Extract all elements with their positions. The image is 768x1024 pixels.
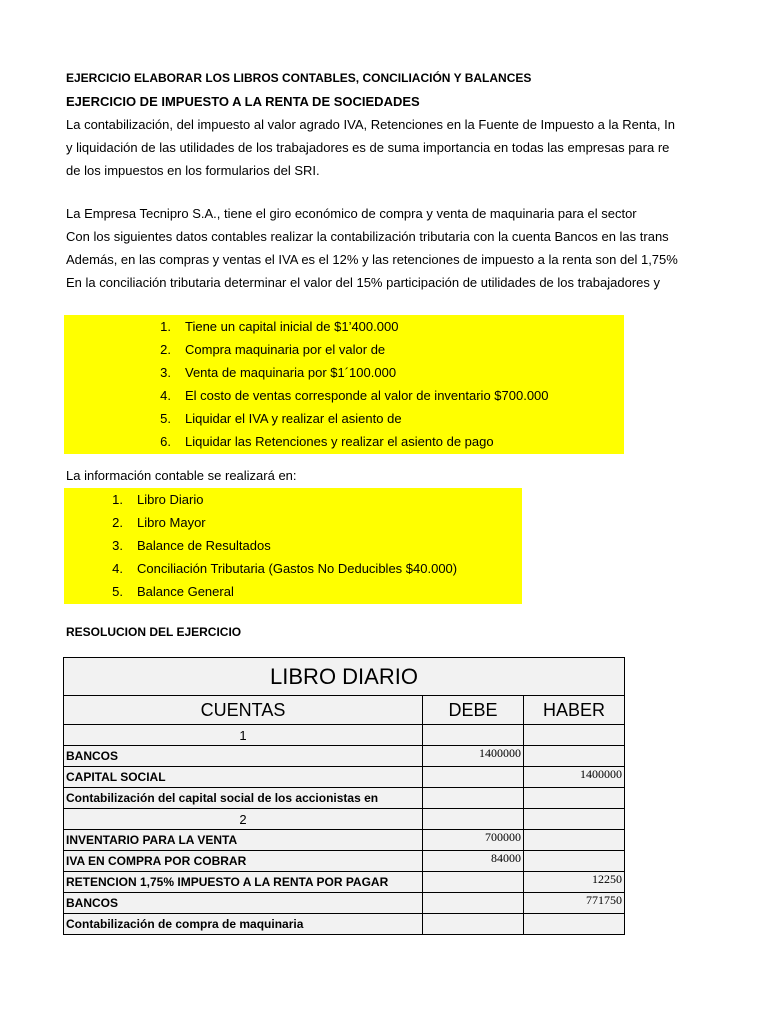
debe-cell (423, 893, 524, 914)
info-intro: La información contable se realizará en: (66, 468, 297, 483)
account-cell: BANCOS (64, 746, 423, 767)
debe-cell (423, 872, 524, 893)
list-item: 5. Liquidar el IVA y realizar el asiento de (160, 411, 402, 426)
description-cell: Contabilización del capital social de los accionistas en (64, 788, 423, 809)
haber-cell (523, 746, 624, 767)
table-row (64, 914, 625, 935)
table-title: LIBRO DIARIO (64, 658, 625, 696)
account-cell: INVENTARIO PARA LA VENTA (64, 830, 423, 851)
intro-line-1: La contabilización, del impuesto al valor agrado IVA, Retenciones en la Fuente de Impuesto a la Renta, In (66, 117, 675, 132)
haber-cell: 771750 (523, 893, 624, 914)
entry-number: 1 (64, 725, 423, 746)
company-line-4: En la conciliación tributaria determinar el valor del 15% participación de utilidades de los trabajadores y (66, 275, 660, 290)
table-row (64, 746, 625, 767)
debe-cell (423, 914, 524, 935)
heading-main: EJERCICIO ELABORAR LOS LIBROS CONTABLES, CONCILIACIÓN Y BALANCES (66, 71, 532, 85)
company-line-3: Además, en las compras y ventas el IVA es el 12% y las retenciones de impuesto a la renta son del 1,75% (66, 252, 678, 267)
table-row (64, 872, 625, 893)
list-item: 3. Venta de maquinaria por $1´100.000 (160, 365, 397, 380)
account-cell: CAPITAL SOCIAL (64, 767, 423, 788)
intro-line-3: de los impuestos en los formularios del SRI. (66, 163, 320, 178)
debe-cell: 700000 (423, 830, 524, 851)
list-item: 6. Liquidar las Retenciones y realizar el asiento de pago (160, 434, 494, 449)
entry-number: 2 (64, 809, 423, 830)
column-header-haber: HABER (523, 696, 624, 725)
account-cell: RETENCION 1,75% IMPUESTO A LA RENTA POR PAGAR (64, 872, 423, 893)
column-header-cuentas: CUENTAS (64, 696, 423, 725)
haber-cell (523, 830, 624, 851)
account-cell: BANCOS (64, 893, 423, 914)
description-cell: Contabilización de compra de maquinaria (64, 914, 423, 935)
list-item: 1. Libro Diario (112, 492, 204, 507)
libro-diario-table (63, 657, 625, 935)
haber-cell (523, 914, 624, 935)
company-line-2: Con los siguientes datos contables realizar la contabilización tributaria con la cuenta Bancos en las trans (66, 229, 669, 244)
haber-cell: 12250 (523, 872, 624, 893)
list-item: 2. Compra maquinaria por el valor de (160, 342, 386, 357)
table-row (64, 725, 625, 746)
heading-sub: EJERCICIO DE IMPUESTO A LA RENTA DE SOCIEDADES (66, 94, 420, 109)
debe-cell (423, 788, 524, 809)
debe-cell: 84000 (423, 851, 524, 872)
table-row (64, 830, 625, 851)
table-row (64, 788, 625, 809)
list-item: 2. Libro Mayor (112, 515, 206, 530)
debe-cell (423, 767, 524, 788)
list-item: 5. Balance General (112, 584, 234, 599)
table-row (64, 809, 625, 830)
table-row (64, 851, 625, 872)
haber-cell (523, 851, 624, 872)
books-list-highlight (64, 488, 522, 604)
table-row (64, 767, 625, 788)
account-cell: IVA EN COMPRA POR COBRAR (64, 851, 423, 872)
table-row (64, 893, 625, 914)
debe-cell: 1400000 (423, 746, 524, 767)
list-item: 3. Balance de Resultados (112, 538, 271, 553)
list-item: 4. Conciliación Tributaria (Gastos No Deducibles $40.000) (112, 561, 458, 576)
company-line-1: La Empresa Tecnipro S.A., tiene el giro económico de compra y venta de maquinaria para el sector (66, 206, 637, 221)
data-list-highlight (64, 315, 624, 454)
resolution-title: RESOLUCION DEL EJERCICIO (66, 625, 242, 639)
intro-line-2: y liquidación de las utilidades de los trabajadores es de suma importancia en todas las empresas para re (66, 140, 670, 155)
column-header-debe: DEBE (423, 696, 524, 725)
list-item: 4. El costo de ventas corresponde al valor de inventario $700.000 (160, 388, 549, 403)
haber-cell: 1400000 (523, 767, 624, 788)
haber-cell (523, 788, 624, 809)
list-item: 1. Tiene un capital inicial de $1’400.000 (160, 319, 399, 334)
